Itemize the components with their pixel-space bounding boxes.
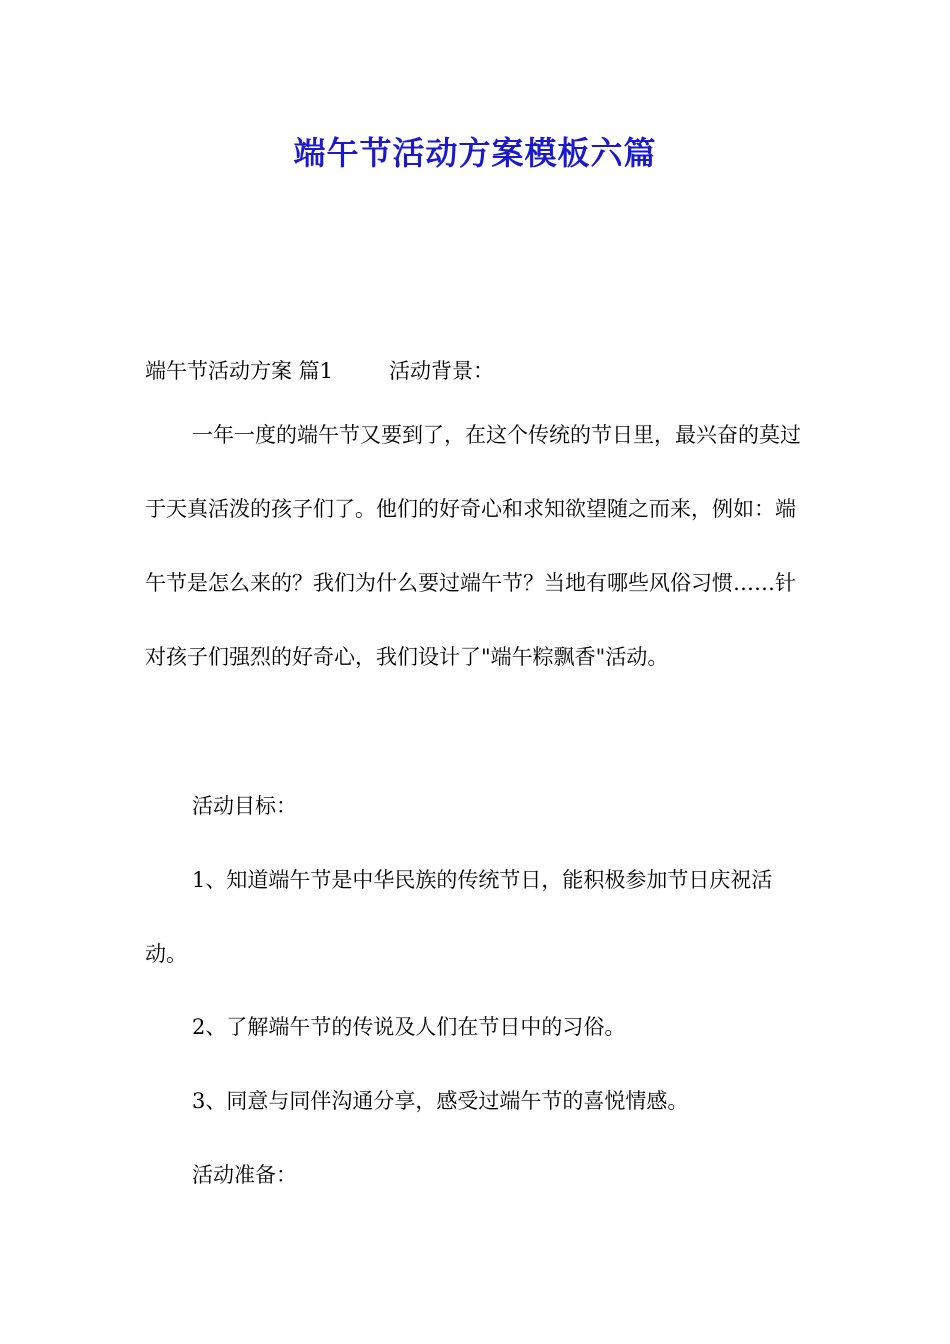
background-label: 活动背景： [389,359,495,383]
document-title: 端午节活动方案模板六篇 [293,134,657,172]
goal-item-2: 2、了解端午节的传说及人们在节日中的习俗。 [192,1015,626,1039]
background-paragraph: 一年一度的端午节又要到了，在这个传统的节日里，最兴奋的莫过于天真活泼的孩子们了。他们的好奇心和求知欲望随之而来，例如：端午节是怎么来的？我们为什么要过端午节？当地有哪些风俗习惯……针对孩子们强烈的好奇心，我们设计了"端午粽飘香"活动。 [145,423,801,669]
section-heading-line [145,334,810,408]
preparation-label: 活动准备： [192,1163,297,1187]
goal-item-1: 1、知道端午节是中华民族的传统节日，能积极参加节日庆祝活动。 [145,868,773,966]
section-heading: 端午节活动方案 篇1 [145,359,334,383]
goals-label: 活动目标： [192,794,297,818]
goal-item-3: 3、同意与同伴沟通分享，感受过端午节的喜悦情感。 [192,1089,689,1113]
